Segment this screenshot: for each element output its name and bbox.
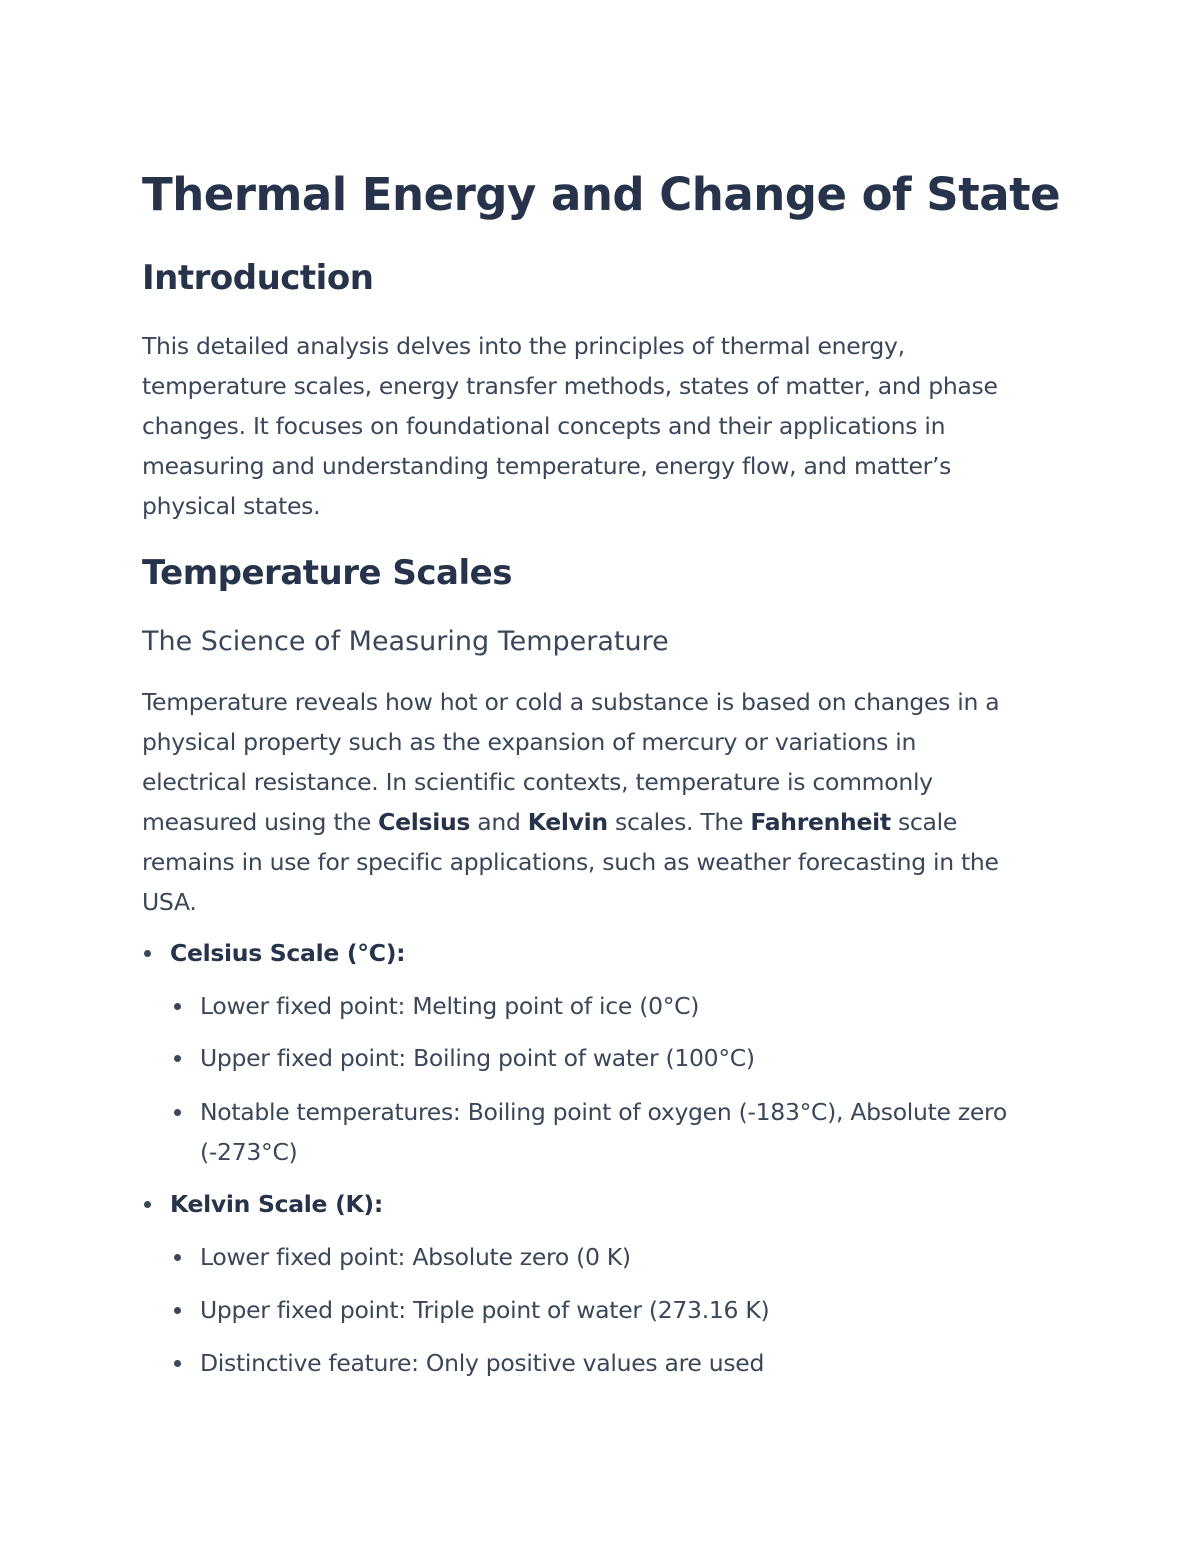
bullet-icon [174, 1003, 181, 1010]
list-item [200, 986, 699, 1026]
kelvin-scale-item [170, 1184, 383, 1224]
scales-paragraph [142, 682, 1062, 922]
fahrenheit-term: Fahrenheit [750, 808, 891, 836]
list-item [200, 1237, 631, 1277]
intro-line: temperature scales, energy transfer methods, states of matter, and phase [142, 372, 998, 400]
list-item-text: Notable temperatures: Boiling point of oxygen (-183°C), Absolute zero [200, 1098, 1007, 1126]
scales-line: USA. [142, 888, 197, 916]
celsius-term: Celsius [378, 808, 471, 836]
text-run: scale [890, 808, 958, 836]
bullet-icon [174, 1109, 181, 1116]
list-item-text: Distinctive feature: Only positive values are used [200, 1349, 765, 1377]
list-item [200, 1092, 1007, 1172]
scales-line: electrical resistance. In scientific contexts, temperature is commonly [142, 768, 933, 796]
intro-heading: Introduction [142, 258, 374, 298]
bullet-icon [174, 1055, 181, 1062]
intro-line: physical states. [142, 492, 321, 520]
scales-line: remains in use for specific applications, such as weather forecasting in the [142, 848, 999, 876]
text-run: measured using the [142, 808, 379, 836]
bullet-icon [144, 1201, 151, 1208]
temperature-scales-heading: Temperature Scales [142, 553, 512, 593]
list-item-text: Upper fixed point: Boiling point of water (100°C) [200, 1044, 755, 1072]
kelvin-scale-label: Kelvin Scale (K): [170, 1190, 383, 1218]
intro-line: changes. It focuses on foundational concepts and their applications in [142, 412, 946, 440]
bullet-icon [174, 1254, 181, 1261]
text-run: scales. The [607, 808, 751, 836]
list-item-text: Upper fixed point: Triple point of water (273.16 K) [200, 1296, 770, 1324]
list-item-text: (-273°C) [200, 1138, 298, 1166]
celsius-scale-label: Celsius Scale (°C): [170, 939, 406, 967]
bullet-icon [174, 1307, 181, 1314]
scales-line: physical property such as the expansion of mercury or variations in [142, 728, 917, 756]
list-item [200, 1290, 769, 1330]
scales-line: Temperature reveals how hot or cold a substance is based on changes in a [142, 688, 1000, 716]
document-title: Thermal Energy and Change of State [142, 168, 1061, 221]
kelvin-term: Kelvin [527, 808, 608, 836]
list-item [200, 1038, 755, 1078]
measuring-temperature-subheading: The Science of Measuring Temperature [142, 626, 669, 657]
list-item [200, 1343, 764, 1383]
bullet-icon [144, 950, 151, 957]
intro-line: This detailed analysis delves into the principles of thermal energy, [142, 332, 905, 360]
text-run: and [470, 808, 528, 836]
bullet-icon [174, 1360, 181, 1367]
intro-line: measuring and understanding temperature, energy flow, and matter’s [142, 452, 952, 480]
celsius-scale-item [170, 933, 405, 973]
list-item-text: Lower fixed point: Absolute zero (0 K) [200, 1243, 631, 1271]
scales-line [142, 802, 1062, 842]
list-item-text: Lower fixed point: Melting point of ice (0°C) [200, 992, 700, 1020]
intro-paragraph [142, 326, 1062, 526]
